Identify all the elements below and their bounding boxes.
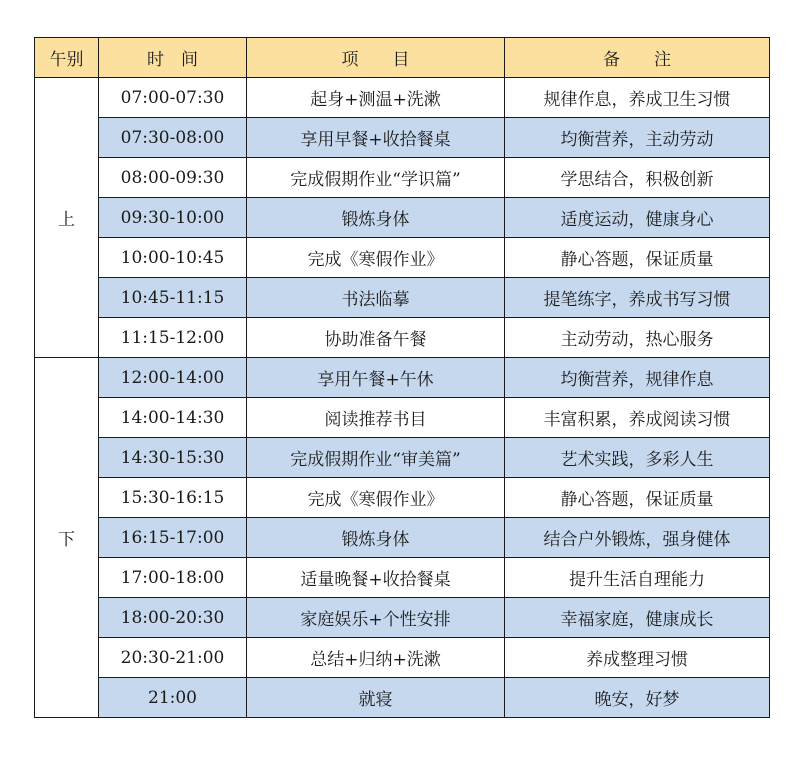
item-cell: 享用午餐+午休: [247, 358, 505, 398]
header-period: 午别: [35, 38, 99, 78]
item-cell: 锻炼身体: [247, 518, 505, 558]
note-cell: 适度运动，健康身心: [505, 198, 770, 238]
time-cell: 10:00-10:45: [99, 238, 247, 278]
item-cell: 协助准备午餐: [247, 318, 505, 358]
table-row: [35, 478, 770, 518]
item-cell: 适量晚餐+收拾餐桌: [247, 558, 505, 598]
note-cell: 学思结合，积极创新: [505, 158, 770, 198]
item-cell: 书法临摹: [247, 278, 505, 318]
item-cell: 总结+归纳+洗漱: [247, 638, 505, 678]
time-cell: 18:00-20:30: [99, 598, 247, 638]
period-afternoon: 下: [35, 358, 99, 718]
table-row: [35, 678, 770, 718]
item-cell: 享用早餐+收拾餐桌: [247, 118, 505, 158]
note-cell: 均衡营养，规律作息: [505, 358, 770, 398]
table-row: [35, 158, 770, 198]
note-cell: 规律作息，养成卫生习惯: [505, 78, 770, 118]
time-cell: 14:00-14:30: [99, 398, 247, 438]
header-row: [35, 38, 770, 78]
table-row: [35, 398, 770, 438]
item-cell: 完成假期作业“审美篇”: [247, 438, 505, 478]
note-cell: 养成整理习惯: [505, 638, 770, 678]
table-row: [35, 358, 770, 398]
time-cell: 15:30-16:15: [99, 478, 247, 518]
table-row: [35, 598, 770, 638]
item-cell: 起身+测温+洗漱: [247, 78, 505, 118]
table-row: [35, 638, 770, 678]
time-cell: 09:30-10:00: [99, 198, 247, 238]
item-cell: 完成假期作业“学识篇”: [247, 158, 505, 198]
note-cell: 静心答题，保证质量: [505, 238, 770, 278]
time-cell: 14:30-15:30: [99, 438, 247, 478]
item-cell: 完成《寒假作业》: [247, 478, 505, 518]
time-cell: 20:30-21:00: [99, 638, 247, 678]
period-morning: 上: [35, 78, 99, 358]
table-row: [35, 198, 770, 238]
table-row: [35, 438, 770, 478]
time-cell: 12:00-14:00: [99, 358, 247, 398]
time-cell: 08:00-09:30: [99, 158, 247, 198]
note-cell: 艺术实践，多彩人生: [505, 438, 770, 478]
note-cell: 静心答题，保证质量: [505, 478, 770, 518]
header-item: 项 目: [247, 38, 505, 78]
item-cell: 锻炼身体: [247, 198, 505, 238]
table-row: [35, 518, 770, 558]
item-cell: 就寝: [247, 678, 505, 718]
note-cell: 丰富积累，养成阅读习惯: [505, 398, 770, 438]
table-row: [35, 78, 770, 118]
time-cell: 10:45-11:15: [99, 278, 247, 318]
schedule-table: [34, 37, 770, 718]
header-note: 备 注: [505, 38, 770, 78]
note-cell: 提笔练字，养成书写习惯: [505, 278, 770, 318]
item-cell: 家庭娱乐+个性安排: [247, 598, 505, 638]
table-row: [35, 318, 770, 358]
time-cell: 17:00-18:00: [99, 558, 247, 598]
table-row: [35, 118, 770, 158]
time-cell: 11:15-12:00: [99, 318, 247, 358]
time-cell: 16:15-17:00: [99, 518, 247, 558]
note-cell: 提升生活自理能力: [505, 558, 770, 598]
item-cell: 阅读推荐书目: [247, 398, 505, 438]
note-cell: 结合户外锻炼，强身健体: [505, 518, 770, 558]
note-cell: 幸福家庭，健康成长: [505, 598, 770, 638]
time-cell: 07:00-07:30: [99, 78, 247, 118]
time-cell: 07:30-08:00: [99, 118, 247, 158]
table-row: [35, 558, 770, 598]
item-cell: 完成《寒假作业》: [247, 238, 505, 278]
header-time: 时 间: [99, 38, 247, 78]
note-cell: 晚安，好梦: [505, 678, 770, 718]
note-cell: 主动劳动，热心服务: [505, 318, 770, 358]
table-row: [35, 278, 770, 318]
time-cell: 21:00: [99, 678, 247, 718]
table-row: [35, 238, 770, 278]
note-cell: 均衡营养，主动劳动: [505, 118, 770, 158]
